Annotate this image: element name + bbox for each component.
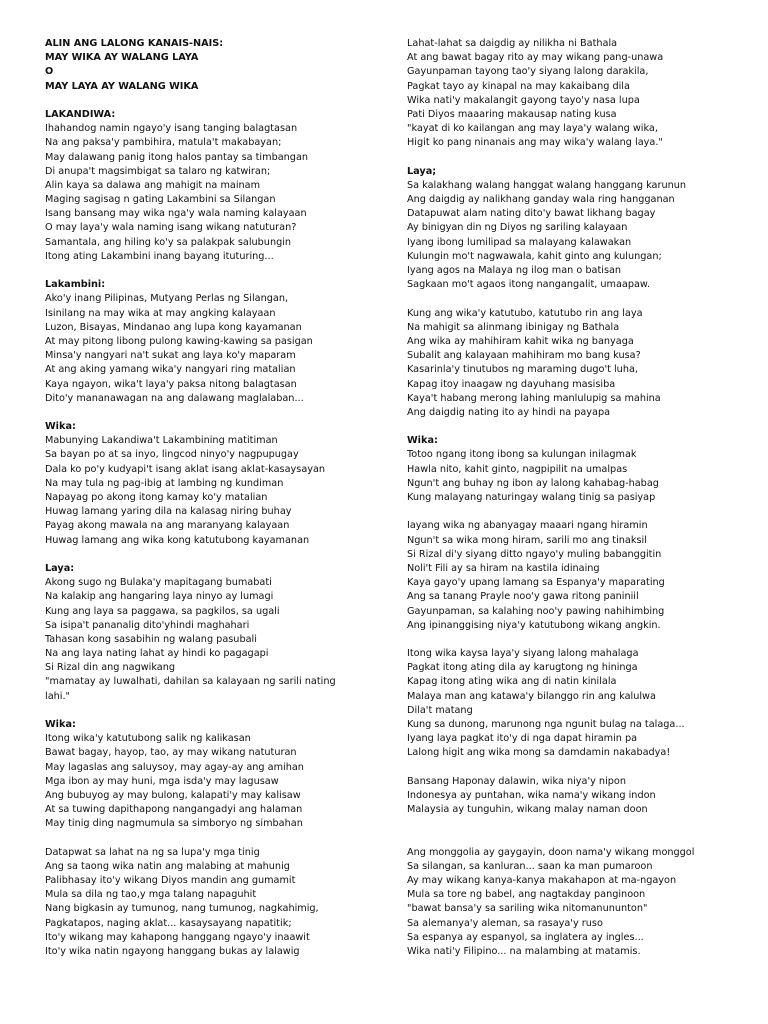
verse-line: Isang bansang may wika nga'y wala naming kalayaan bbox=[45, 208, 307, 220]
verse-line: Subalit ang kalayaan mahihiram mo bang kusa? bbox=[407, 350, 641, 362]
stanza-gap bbox=[407, 292, 727, 306]
verse-line: Itong ating Lakambini inang bayang ituturing... bbox=[45, 250, 274, 262]
verse-line: Sa alemanya'y aleman, sa rasaya'y ruso bbox=[407, 917, 603, 929]
verse-line: Ay binigyan din ng Diyos ng sariling kalayaan bbox=[407, 222, 628, 234]
stanza-gap bbox=[45, 94, 375, 108]
stanza-gap bbox=[407, 151, 727, 165]
verse-line: Ay may wikang kanya-kanya makahapon at ma-ngayon bbox=[407, 875, 677, 887]
verse-line: Kapag itoy inaagaw ng dayuhang masisiba bbox=[407, 378, 616, 390]
stanza-gap bbox=[407, 420, 727, 434]
verse-line: Sa bayan po at sa inyo, lingcod ninyo'y nagpupugay bbox=[45, 449, 299, 461]
verse-line: Ang bubuyog ay may bulong, kalapati'y may kalisaw bbox=[45, 789, 301, 801]
verse-line: May dalawang panig itong halos pantay sa timbangan bbox=[45, 151, 309, 163]
stanza-gap bbox=[45, 406, 375, 420]
verse-line: Wika nati'y Filipino... na malambing at matamis. bbox=[407, 946, 641, 957]
verse-line: Datapwat sa lahat na ng sa lupa'y mga tinig bbox=[45, 846, 260, 858]
verse-line: Mga ibon ay may huni, mga isda'y may lagusaw bbox=[45, 775, 279, 787]
verse-line: Bawat bagay, hayop, tao, ay may wikang natuturan bbox=[45, 747, 297, 759]
speaker-heading: Wika: bbox=[45, 719, 76, 730]
verse-line: Na mahigit sa alinmang ibinigay ng Bathala bbox=[407, 321, 620, 333]
stanza-gap bbox=[45, 548, 375, 562]
verse-line: Ang daigdig nating ito ay hindi na payapa bbox=[407, 406, 611, 418]
verse-line: Pagkat tayo ay kinapal na may kakaibang dila bbox=[407, 80, 630, 92]
verse-line: Kaya't habang merong lahing manlulupig sa mahina bbox=[407, 392, 661, 404]
speaker-heading: LAKANDIWA: bbox=[45, 108, 116, 120]
verse-line: Ito'y wika natin ngayong hanggang bukas ay lalawig bbox=[45, 946, 300, 957]
verse-line: Dito'y mananawagan na ang dalawang maglalaban... bbox=[45, 392, 304, 404]
verse-line: Higit ko pang ninanais ang may wika'y walang laya." bbox=[407, 137, 663, 149]
verse-line: Minsa'y nangyari na't sukat ang laya ko'y maparam bbox=[45, 350, 296, 362]
stanza-gap bbox=[407, 505, 727, 519]
verse-line: Kaya ngayon, wika't laya'y paksa nitong balagtasan bbox=[45, 378, 297, 390]
verse-line: Gayunpaman tayong tao'y siyang lalong darakila, bbox=[407, 66, 649, 78]
verse-line: Maging sagisag n gating Lakambini sa Silangan bbox=[45, 194, 276, 206]
verse-line: At ang aking yamang wika'y nangyari ring matalian bbox=[45, 364, 296, 376]
verse-line: Indonesya ay puntahan, wika nama'y wikang indon bbox=[407, 789, 656, 801]
verse-line: Kung ang laya sa paggawa, sa pagkilos, sa ugali bbox=[45, 605, 280, 617]
verse-line: Huwag lamang yaring dila na kalasag niring buhay bbox=[45, 506, 292, 518]
verse-line: Mabunying Lakandiwa't Lakambining matitiman bbox=[45, 435, 278, 447]
verse-line: May tinig ding nagmumula sa simboryo ng simbahan bbox=[45, 818, 303, 830]
speaker-heading: Laya; bbox=[407, 165, 437, 177]
verse-line: Pagkat itong ating dila ay karugtong ng hininga bbox=[407, 662, 638, 674]
verse-line: Ang wika ay mahihiram kahit wika ng banyaga bbox=[407, 335, 634, 347]
verse-line: Tahasan kong sasabihin ng walang pasubali bbox=[45, 633, 257, 645]
verse-line: Akong sugo ng Bulaka'y mapitagang bumabati bbox=[45, 577, 272, 589]
verse-line: Ang sa taong wika natin ang malabing at mahunig bbox=[45, 860, 290, 872]
verse-line: Ngun't ang buhay ng ibon ay lalong kahabag-habag bbox=[407, 477, 659, 489]
stanza-gap bbox=[45, 832, 375, 846]
verse-line: Itong wika kaysa laya'y siyang lalong mahalaga bbox=[407, 648, 639, 660]
stanza-gap bbox=[407, 817, 727, 831]
verse-line: Kapag itong ating wika ang di natin kinilala bbox=[407, 676, 617, 688]
document-title-line: O bbox=[45, 66, 54, 78]
verse-line: "kayat di ko kailangan ang may laya'y walang wika, bbox=[407, 123, 658, 135]
stanza-gap bbox=[407, 761, 727, 775]
left-column bbox=[45, 37, 375, 959]
verse-line: Sa kalakhang walang hanggat walang hanggang karunun bbox=[407, 179, 687, 191]
document-title-line: MAY WIKA AY WALANG LAYA bbox=[45, 52, 199, 64]
verse-line: Iyang laya pagkat ito'y di nga dapat hiramin pa bbox=[407, 733, 638, 745]
stanza-gap bbox=[407, 832, 727, 846]
verse-line: Mula sa dila ng tao,y mga talang napaguhit bbox=[45, 889, 257, 901]
verse-line: Ang daigdig ay nalikhang ganday wala ring hangganan bbox=[407, 194, 675, 206]
verse-line: Malaya man ang katawa'y bilanggo rin ang kalulwa bbox=[407, 690, 656, 702]
verse-line: Na may tula ng pag-ibig at lambing ng kundiman bbox=[45, 477, 284, 489]
verse-line: Noli't Fili ay sa hiram na kastila idinaing bbox=[407, 562, 600, 574]
verse-line: Ang sa tanang Prayle noo'y gawa ritong paniniil bbox=[407, 591, 639, 603]
verse-line: Sa silangan, sa kanluran... saan ka man pumaroon bbox=[407, 860, 653, 872]
verse-line: May lagaslas ang saluysoy, may agay-ay ang amihan bbox=[45, 761, 304, 773]
verse-line: Ngun't sa wika mong hiram, sarili mo ang tinaksil bbox=[407, 534, 647, 546]
right-column bbox=[407, 37, 727, 959]
stanza-gap bbox=[45, 264, 375, 278]
verse-line: Mula sa tore ng babel, ang nagtakday panginoon bbox=[407, 889, 646, 901]
verse-line: Kaya gayo'y upang lamang sa Espanya'y maparating bbox=[407, 577, 665, 589]
verse-line: Kung sa dunong, marunong nga ngunit bulag na talaga... bbox=[407, 719, 685, 730]
verse-line: Sa isipa't pananalig dito'yhindi maghahari bbox=[45, 619, 250, 631]
verse-line: Itong wika'y katutubong salik ng kalikasan bbox=[45, 733, 251, 745]
verse-line: Ang monggolia ay gaygayin, doon nama'y wikang monggol bbox=[407, 846, 695, 858]
verse-line: "bawat bansa'y sa sariling wika nitomanununton" bbox=[407, 903, 648, 915]
speaker-heading: Wika: bbox=[45, 421, 76, 433]
verse-line: O may laya'y wala naming isang wikang natuturan? bbox=[45, 222, 297, 234]
verse-line: Isinilang na may wika at may angking kalayaan bbox=[45, 307, 276, 319]
verse-line: Nang bigkasin ay tumunog, nang tumunog, nagkahimig, bbox=[45, 903, 319, 915]
stanza-gap bbox=[45, 704, 375, 718]
verse-line: Iayang wika ng abanyagay maaari ngang hiramin bbox=[407, 520, 648, 532]
verse-line: Na ang paksa'y pambihira, matula't makabayan; bbox=[45, 137, 282, 149]
verse-line: Di anupa't magsimbigat sa talaro ng katwiran; bbox=[45, 165, 271, 177]
verse-line: Kung ang wika'y katutubo, katutubo rin ang laya bbox=[407, 307, 643, 319]
verse-line: Lahat-lahat sa daigdig ay nilikha ni Bathala bbox=[407, 38, 618, 49]
verse-line: Si Rizal din ang nagwikang bbox=[45, 662, 176, 674]
stanza-gap bbox=[407, 633, 727, 647]
verse-line: Totoo ngang itong ibong sa kulungan inilagmak bbox=[407, 449, 637, 461]
verse-line: Ang ipinanggising niya'y katutubong wikang angkin. bbox=[407, 619, 661, 631]
verse-line: Ihahandog namin ngayo'y isang tanging balagtasan bbox=[45, 123, 298, 135]
verse-line: Alin kaya sa dalawa ang mahigit na mainam bbox=[45, 179, 261, 191]
verse-line: Pagkatapos, naging aklat... kasaysayang napatitik; bbox=[45, 917, 292, 929]
verse-line: At may pitong libong pulong kawing-kawing sa pasigan bbox=[45, 335, 313, 347]
verse-line: Bansang Haponay dalawin, wika niya'y nipon bbox=[407, 775, 626, 787]
verse-line: lahi." bbox=[45, 690, 70, 702]
verse-line: Napayag po akong itong kamay ko'y matalian bbox=[45, 492, 268, 503]
speaker-heading: Wika: bbox=[407, 435, 438, 447]
verse-line: Kasarinla'y tinutubos ng maraming dugo't luha, bbox=[407, 364, 638, 376]
speaker-heading: Lakambini: bbox=[45, 279, 106, 291]
verse-line: "mamatay ay luwalhati, dahilan sa kalayaan ng sarili nating bbox=[45, 676, 336, 688]
verse-line: Ako'y inang Pilipinas, Mutyang Perlas ng Silangan, bbox=[45, 293, 289, 305]
document-title-line: MAY LAYA AY WALANG WIKA bbox=[45, 80, 199, 92]
verse-line: Gayunpaman, sa kalahing noo'y pawing nahihimbing bbox=[407, 605, 665, 617]
verse-line: Dila't matang bbox=[407, 704, 473, 716]
verse-line: Malaysia ay tunguhin, wikang malay naman doon bbox=[407, 804, 648, 816]
verse-line: Pati Diyos maaaring makausap nating kusa bbox=[407, 108, 617, 120]
verse-line: Iyang ibong lumilipad sa malayang kalawakan bbox=[407, 236, 632, 248]
speaker-heading: Laya: bbox=[45, 562, 75, 574]
verse-line: Dala ko po'y kudyapi't isang aklat isang aklat-kasaysayan bbox=[45, 463, 326, 475]
verse-line: Payag akong mawala na ang maranyang kalayaan bbox=[45, 520, 290, 532]
verse-line: Samantala, ang hiling ko'y sa palakpak salubungin bbox=[45, 236, 292, 248]
verse-line: Palibhasay ito'y wikang Diyos mandin ang gumamit bbox=[45, 875, 296, 887]
verse-line: Kung malayang naturingay walang tinig sa pasiyap bbox=[407, 492, 656, 503]
verse-line: Lalong higit ang wika mong sa damdamin nakabadya! bbox=[407, 747, 671, 759]
verse-line: Kulungin mo't nagwawala, kahit ginto ang kulungan; bbox=[407, 250, 662, 262]
verse-line: At ang bawat bagay rito ay may wikang pang-unawa bbox=[407, 52, 664, 64]
verse-line: Huwag lamang ang wika kong katutubong kayamanan bbox=[45, 534, 310, 546]
verse-line: Sa espanya ay espanyol, sa inglatera ay ingles... bbox=[407, 931, 644, 943]
verse-line: Luzon, Bisayas, Mindanao ang lupa kong kayamanan bbox=[45, 321, 302, 333]
verse-line: Si Rizal di'y siyang ditto ngayo'y muling babanggitin bbox=[407, 548, 662, 560]
verse-line: Na kalakip ang hangaring laya ninyo ay lumagi bbox=[45, 591, 274, 603]
verse-line: Hawla nito, kahit ginto, nagpipilit na umalpas bbox=[407, 463, 628, 475]
verse-line: Datapuwat alam nating dito'y bawat likhang bagay bbox=[407, 208, 656, 220]
verse-line: Wika nati'y makalangit gayong tayo'y nasa lupa bbox=[407, 94, 640, 106]
verse-line: Na ang laya nating lahat ay hindi ko pagagapi bbox=[45, 648, 269, 660]
verse-line: Sagkaan mo't agaos itong nangangalit, umaapaw. bbox=[407, 279, 651, 291]
verse-line: Iyang agos na Malaya ng ilog man o batisan bbox=[407, 265, 622, 276]
verse-line: At sa tuwing dapithapong nangangadyi ang halaman bbox=[45, 804, 303, 816]
document-title-line: ALIN ANG LALONG KANAIS-NAIS: bbox=[45, 38, 224, 49]
verse-line: Ito'y wikang may kahapong hanggang ngayo'y inaawit bbox=[45, 931, 310, 943]
